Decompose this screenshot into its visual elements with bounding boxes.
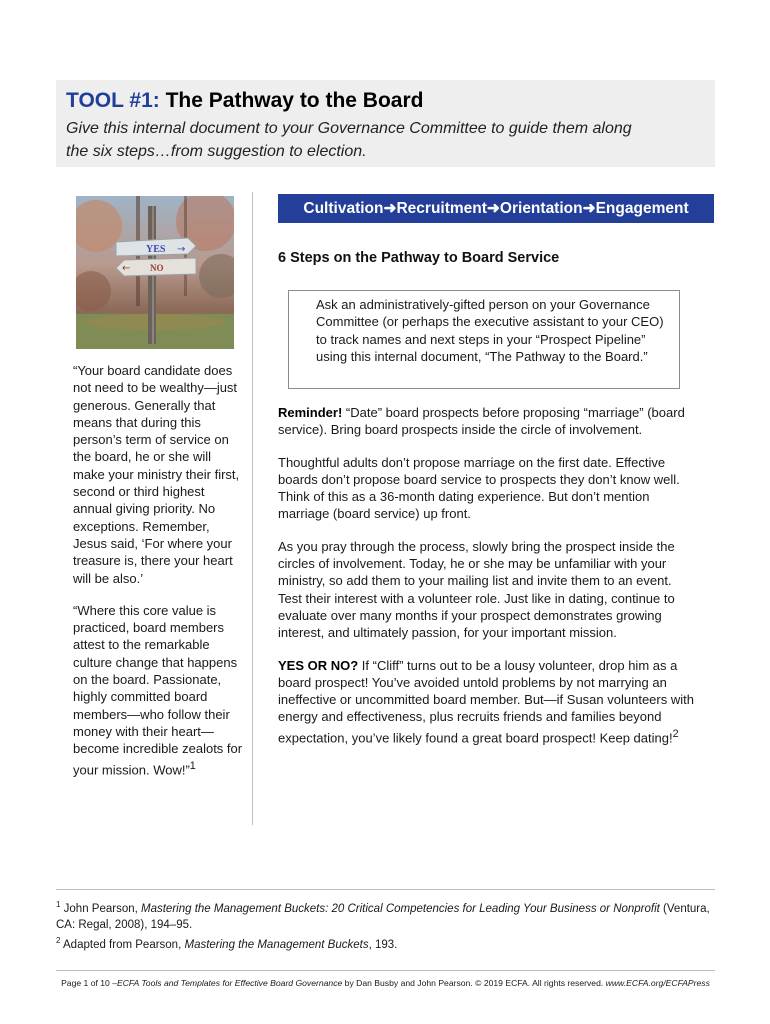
footnote-ref-2: 2	[672, 727, 679, 740]
footnote-ref-1: 1	[189, 759, 196, 772]
page-footer	[56, 978, 715, 988]
footnote-1-publication: (Ventura, CA: Regal, 2008), 194–95.	[56, 902, 710, 931]
arrow-icon: ➜	[383, 200, 397, 217]
quote-core-value-text: “Where this core value is practiced, board members attest to the remarkable culture change that happens on the board. Passionate, highly committed board members—who follow their money with their heart—become incredible zealots for your mission. Wow!”	[73, 602, 243, 777]
footer-divider	[56, 970, 715, 971]
yes-or-no-paragraph	[278, 657, 694, 747]
signpost-icon	[76, 196, 234, 349]
footnotes	[56, 897, 715, 953]
footnote-divider	[56, 889, 715, 890]
page-subtitle	[66, 117, 705, 163]
footer-book-title: ECFA Tools and Templates for Effective Board Governance	[116, 978, 343, 988]
subtitle-line-2: the six steps…from suggestion to election.	[66, 143, 367, 160]
banner-step-cultivation: Cultivation	[303, 199, 384, 217]
footnote-2-title: Mastering the Management Buckets	[184, 938, 369, 951]
title-text: The Pathway to the Board	[165, 89, 424, 112]
page-title	[66, 88, 705, 114]
arrow-icon: ➜	[486, 200, 500, 217]
quote-core-value	[73, 602, 245, 778]
yes-or-no-text: If “Cliff” turns out to be a lousy volunteer, drop him as a board prospect! You’ve avoided untold problems by not marrying an ineffective or uncommitted board member. But—if Susan volunteers with energy and effectiveness, plus recruits friends and families beyond expectation, you’ve likely found a great board prospect! Keep dating!	[278, 657, 694, 746]
svg-text:→: →	[177, 244, 186, 255]
instruction-callout: Ask an administratively-gifted person on your Governance Committee (or perhaps the executive assistant to your CEO) to track names and next steps in your “Prospect Pipeline” using this internal document, “The Pathway to the Board.”	[288, 290, 680, 389]
footnote-1	[56, 897, 715, 933]
banner-step-recruitment: Recruitment	[396, 199, 487, 217]
footnote-1-number: 1	[56, 900, 61, 909]
column-divider	[252, 192, 253, 825]
yes-sign-text: YES	[146, 244, 166, 255]
footer-credits: by Dan Busby and John Pearson. © 2019 ECFA. All rights reserved.	[342, 978, 606, 988]
footnote-2-prefix: Adapted from Pearson,	[60, 938, 185, 951]
title-band	[56, 80, 715, 167]
involvement-paragraph: As you pray through the process, slowly bring the prospect inside the circles of involvement. Today, he or she may be unfamiliar with your ministry, so add them to your mailing list and invite them to an event. Test their interest with a volunteer role. Just like in dating, continue to evaluate over many months if your prospect demonstrates growing interest, and ultimately passion, for your important mission.	[278, 538, 675, 641]
signpost-photo	[76, 196, 234, 349]
pathway-banner	[278, 194, 714, 223]
tool-number: TOOL #1:	[66, 89, 160, 112]
reminder-text: “Date” board prospects before proposing “marriage” (board service). Bring board prospects inside the circle of involvement.	[278, 405, 685, 438]
steps-heading: 6 Steps on the Pathway to Board Service	[278, 250, 560, 266]
quote-jesus: “Your board candidate does not need to be wealthy—just generous. Generally that means that during this person’s term of service on the board, he or she will make your ministry their first, second or third highest annual giving priority. No exceptions. Remember, Jesus said, ‘For where your treasure is, there your heart will be also.’	[73, 363, 240, 586]
footer-page: Page 1 of 10 –	[61, 978, 117, 988]
no-sign-text: NO	[150, 263, 164, 273]
footnote-2-page: , 193.	[368, 938, 398, 951]
arrow-icon: ➜	[582, 200, 596, 217]
footnote-1-title: Mastering the Management Buckets: 20 Critical Competencies for Leading Your Business or Nonprofit	[141, 902, 660, 915]
sidebar-quotes	[73, 362, 245, 793]
svg-text:←: ←	[122, 263, 131, 274]
dating-paragraph: Thoughtful adults don’t propose marriage on the first date. Effective boards don’t propose board service to prospects they don’t know well. Think of this as a 36-month dating experience. But don’t mention marriage (board service) up front.	[278, 454, 680, 522]
banner-step-engagement: Engagement	[595, 199, 689, 217]
banner-step-orientation: Orientation	[499, 199, 583, 217]
yes-or-no-label: YES OR NO?	[278, 657, 359, 673]
footnote-1-author: John Pearson,	[60, 902, 142, 915]
subtitle-line-1: Give this internal document to your Governance Committee to guide them along	[66, 120, 632, 137]
main-content	[278, 404, 694, 761]
footnote-2-number: 2	[56, 935, 61, 945]
reminder-label: Reminder!	[278, 405, 343, 420]
reminder-paragraph	[278, 404, 694, 439]
footer-url[interactable]: www.ECFA.org/ECFAPress	[605, 978, 710, 988]
footnote-2	[56, 933, 715, 953]
